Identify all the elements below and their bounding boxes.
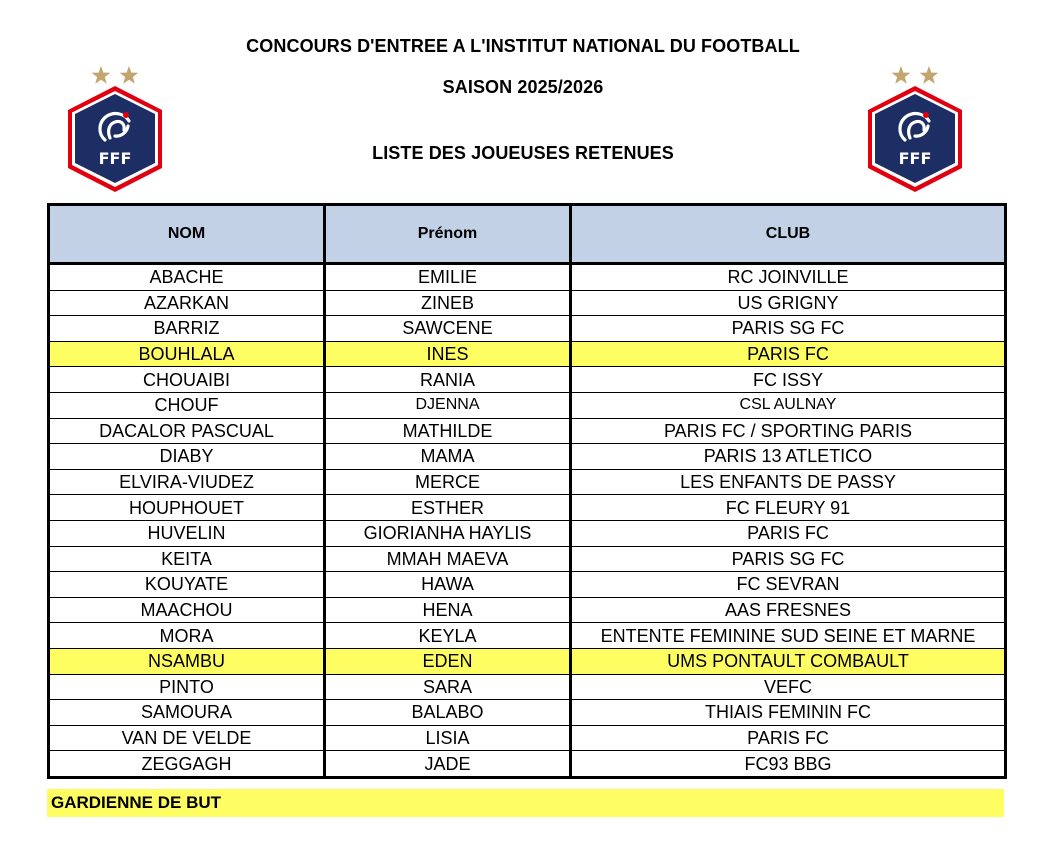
table-row [49,700,1006,726]
table-row-highlighted [49,648,1006,674]
fff-logo-text-right: FFF [898,149,932,168]
cell-prenom: MAMA [325,444,571,470]
cell-club: CSL AULNAY [571,392,1006,418]
cell-club: US GRIGNY [571,290,1006,316]
cell-prenom: MERCE [325,469,571,495]
cell-nom: KEITA [49,546,325,572]
table-row [49,572,1006,598]
cell-prenom: MATHILDE [325,418,571,444]
document-title: CONCOURS D'ENTREE A L'INSTITUT NATIONAL DU FOOTBALL [246,36,800,56]
cell-club: LES ENFANTS DE PASSY [571,469,1006,495]
cell-club: ENTENTE FEMININE SUD SEINE ET MARNE [571,623,1006,649]
cell-nom: BOUHLALA [49,341,325,367]
goalkeeper-section-bar [47,789,1004,817]
cell-nom: BARRIZ [49,316,325,342]
table-row [49,290,1006,316]
cell-prenom: SARA [325,674,571,700]
cell-prenom: JADE [325,751,571,778]
cell-club: PARIS FC [571,520,1006,546]
list-title: LISTE DES JOUEUSES RETENUES [372,143,674,163]
table-row [49,674,1006,700]
cell-nom: CHOUF [49,392,325,418]
cell-prenom: MMAH MAEVA [325,546,571,572]
cell-club: UMS PONTAULT COMBAULT [571,648,1006,674]
table-row [49,469,1006,495]
cell-club: AAS FRESNES [571,597,1006,623]
goalkeeper-section-label: GARDIENNE DE BUT [51,793,222,812]
cell-club: FC FLEURY 91 [571,495,1006,521]
cell-prenom: HAWA [325,572,571,598]
cell-club: THIAIS FEMININ FC [571,700,1006,726]
cell-club: VEFC [571,674,1006,700]
players-table [47,203,1007,779]
table-row [49,444,1006,470]
cell-club: FC ISSY [571,367,1006,393]
season-title: SAISON 2025/2026 [442,77,604,97]
cell-prenom: BALABO [325,700,571,726]
cell-nom: AZARKAN [49,290,325,316]
cell-nom: MAACHOU [49,597,325,623]
fff-logo-left [65,64,165,194]
cell-nom: ABACHE [49,264,325,291]
cell-nom: ELVIRA-VIUDEZ [49,469,325,495]
cell-prenom: HENA [325,597,571,623]
cell-prenom: GIORIANHA HAYLIS [325,520,571,546]
cell-club: FC93 BBG [571,751,1006,778]
table-row-highlighted [49,341,1006,367]
cell-nom: HUVELIN [49,520,325,546]
cell-prenom: INES [325,341,571,367]
cell-prenom: SAWCENE [325,316,571,342]
table-row [49,546,1006,572]
header-nom: NOM [49,205,325,264]
cell-prenom: ZINEB [325,290,571,316]
cell-nom: ZEGGAGH [49,751,325,778]
fff-logo-text-left: FFF [98,149,132,168]
cell-club: PARIS SG FC [571,546,1006,572]
table-row [49,495,1006,521]
cell-nom: PINTO [49,674,325,700]
cell-nom: HOUPHOUET [49,495,325,521]
table-row [49,367,1006,393]
cell-prenom: EMILIE [325,264,571,291]
cell-prenom: EDEN [325,648,571,674]
cell-nom: NSAMBU [49,648,325,674]
cell-nom: VAN DE VELDE [49,725,325,751]
table-row [49,316,1006,342]
header-club: CLUB [571,205,1006,264]
cell-club: RC JOINVILLE [571,264,1006,291]
table-row [49,751,1006,778]
header-prenom: Prénom [325,205,571,264]
cell-nom: KOUYATE [49,572,325,598]
cell-nom: CHOUAIBI [49,367,325,393]
cell-prenom: KEYLA [325,623,571,649]
cell-club: PARIS 13 ATLETICO [571,444,1006,470]
table-row [49,623,1006,649]
table-row [49,520,1006,546]
cell-nom: SAMOURA [49,700,325,726]
cell-prenom: LISIA [325,725,571,751]
table-row [49,264,1006,291]
cell-club: PARIS FC [571,725,1006,751]
cell-club: PARIS FC [571,341,1006,367]
cell-club: FC SEVRAN [571,572,1006,598]
cell-nom: MORA [49,623,325,649]
cell-prenom: ESTHER [325,495,571,521]
cell-club: PARIS SG FC [571,316,1006,342]
fff-logo-right [865,64,965,194]
table-row [49,597,1006,623]
cell-prenom: DJENNA [325,392,571,418]
table-row [49,392,1006,418]
table-row [49,725,1006,751]
cell-nom: DACALOR PASCUAL [49,418,325,444]
table-row [49,418,1006,444]
table-header-row [49,205,1006,264]
cell-prenom: RANIA [325,367,571,393]
cell-nom: DIABY [49,444,325,470]
cell-club: PARIS FC / SPORTING PARIS [571,418,1006,444]
